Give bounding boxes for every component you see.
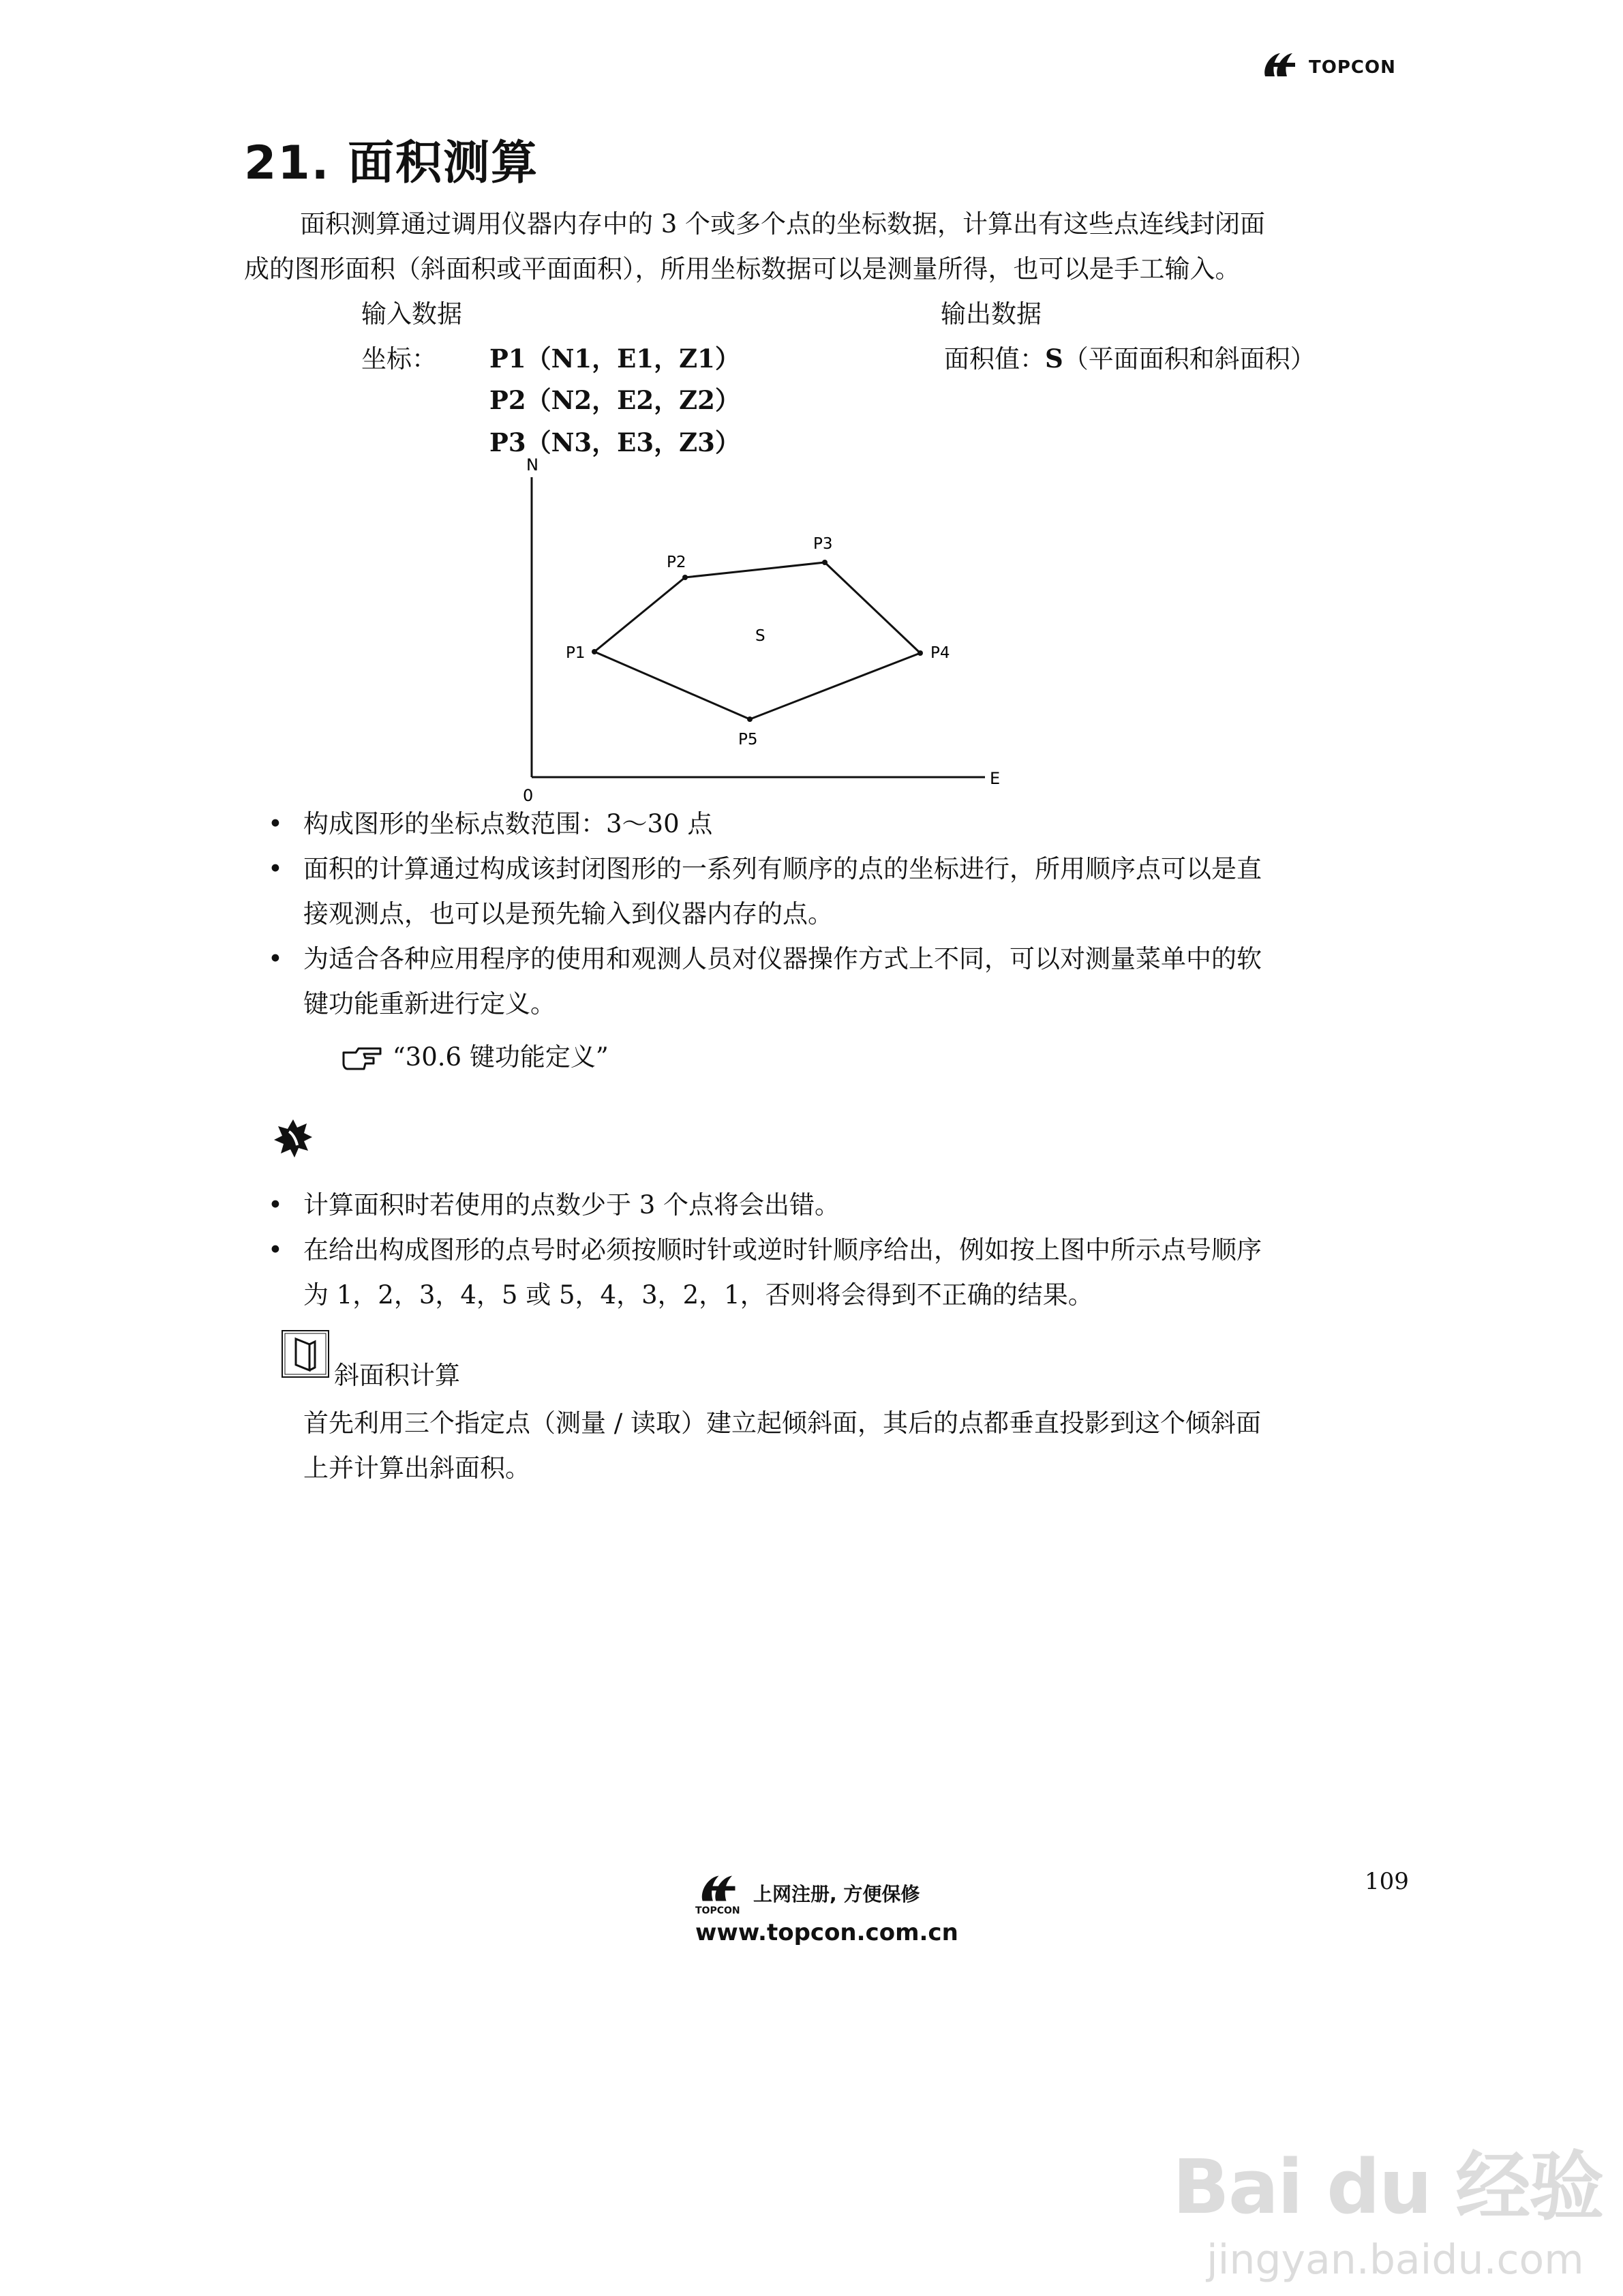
note-line: 为 1，2，3，4，5 或 5，4，3，2，1，否则将会得到不正确的结果。 [303, 1280, 1093, 1310]
intro-line-1: 面积测算通过调用仪器内存中的 3 个或多个点的坐标数据，计算出有这些点连线封闭面 [300, 209, 1266, 239]
footer-logo [695, 1871, 958, 1946]
topcon-mark-icon [1261, 49, 1306, 80]
area-symbol: S [1045, 344, 1063, 374]
area-output [944, 338, 1316, 375]
coord-label: 坐标： [361, 344, 437, 374]
input-label: 输入数据 [361, 299, 462, 329]
point-p4 [917, 650, 923, 656]
output-label: 输出数据 [941, 299, 1042, 329]
bullet-line: 接观测点，也可以是预先输入到仪器内存的点。 [303, 899, 833, 928]
footer-slogan: 上网注册, 方便保修 [753, 1883, 920, 1905]
area-value-label: 面积值： [944, 344, 1045, 374]
slope-title: 斜面积计算 [334, 1361, 460, 1390]
slope-line-1: 首先利用三个指定点（测量 / 读取）建立起倾斜面，其后的点都垂直投影到这个倾斜面 [303, 1408, 1261, 1438]
page-title: 21. 面积测算 [244, 136, 539, 190]
bullet-item [268, 847, 1262, 937]
axis-n-label: N [526, 455, 539, 474]
bullet-item [268, 937, 1262, 1027]
point-p2 [682, 575, 688, 580]
reference-link[interactable]: “30.6 键功能定义” [392, 1042, 609, 1072]
watermark [1166, 2079, 1603, 2284]
bullet-line: 键功能重新进行定义。 [303, 989, 556, 1018]
bullet-item [268, 802, 713, 847]
page-number: 109 [1365, 1868, 1409, 1895]
bullet-dot: • [268, 1190, 283, 1220]
axis-e-label: E [990, 769, 1001, 788]
label-p3: P3 [813, 535, 833, 553]
bullet-dot: • [268, 944, 283, 973]
label-area-s: S [755, 627, 765, 645]
point-p1 [592, 649, 597, 654]
coord-p2: P2（N2，E2，Z2） [489, 385, 740, 415]
warning-icon [273, 1118, 314, 1159]
bullet-line: 为适合各种应用程序的使用和观测人员对仪器操作方式上不同，可以对测量菜单中的软 [303, 944, 1262, 973]
point-p5 [747, 716, 753, 722]
topcon-logo [1261, 49, 1397, 83]
label-p1: P1 [566, 644, 586, 662]
note-item [268, 1183, 840, 1228]
bullet-line: 面积的计算通过构成该封闭图形的一系列有顺序的点的坐标进行，所用顺序点可以是直 [303, 854, 1262, 883]
bullet-dot: • [268, 854, 283, 883]
topcon-brand-text: TOPCON [1309, 57, 1396, 78]
footer-brand: TOPCON [695, 1905, 740, 1916]
coord-p3: P3（N3，E3，Z3） [489, 427, 740, 457]
book-icon [281, 1329, 330, 1378]
note-item [268, 1228, 1262, 1318]
label-p2: P2 [667, 554, 686, 571]
label-p5: P5 [738, 731, 758, 749]
area-desc: （平面面积和斜面积） [1063, 344, 1316, 374]
reference[interactable] [341, 1036, 609, 1073]
slope-line-2: 上并计算出斜面积。 [303, 1453, 530, 1483]
area-diagram [477, 450, 1022, 804]
point-p3 [822, 560, 828, 565]
watermark-brand: Bai du 经验 [1172, 2143, 1603, 2231]
watermark-url: jingyan.baidu.com [1207, 2236, 1584, 2284]
note-line: 计算面积时若使用的点数少于 3 个点将会出错。 [303, 1190, 840, 1220]
bullet-dot: • [268, 809, 283, 839]
footer-topcon-mark-icon [695, 1871, 750, 1905]
coord-p1: P1（N1，E1，Z1） [489, 344, 740, 374]
pointing-hand-icon [341, 1046, 384, 1073]
intro-line-2: 成的图形面积（斜面积或平面面积），所用坐标数据可以是测量所得，也可以是手工输入。 [244, 254, 1241, 284]
bullet-line: 构成图形的坐标点数范围：3～30 点 [303, 809, 713, 839]
label-p4: P4 [930, 644, 950, 662]
footer-url: www.topcon.com.cn [695, 1919, 958, 1946]
note-line: 在给出构成图形的点号时必须按顺时针或逆时针顺序给出，例如按上图中所示点号顺序 [303, 1235, 1262, 1265]
origin-label: 0 [523, 786, 534, 804]
bullet-dot: • [268, 1235, 283, 1265]
